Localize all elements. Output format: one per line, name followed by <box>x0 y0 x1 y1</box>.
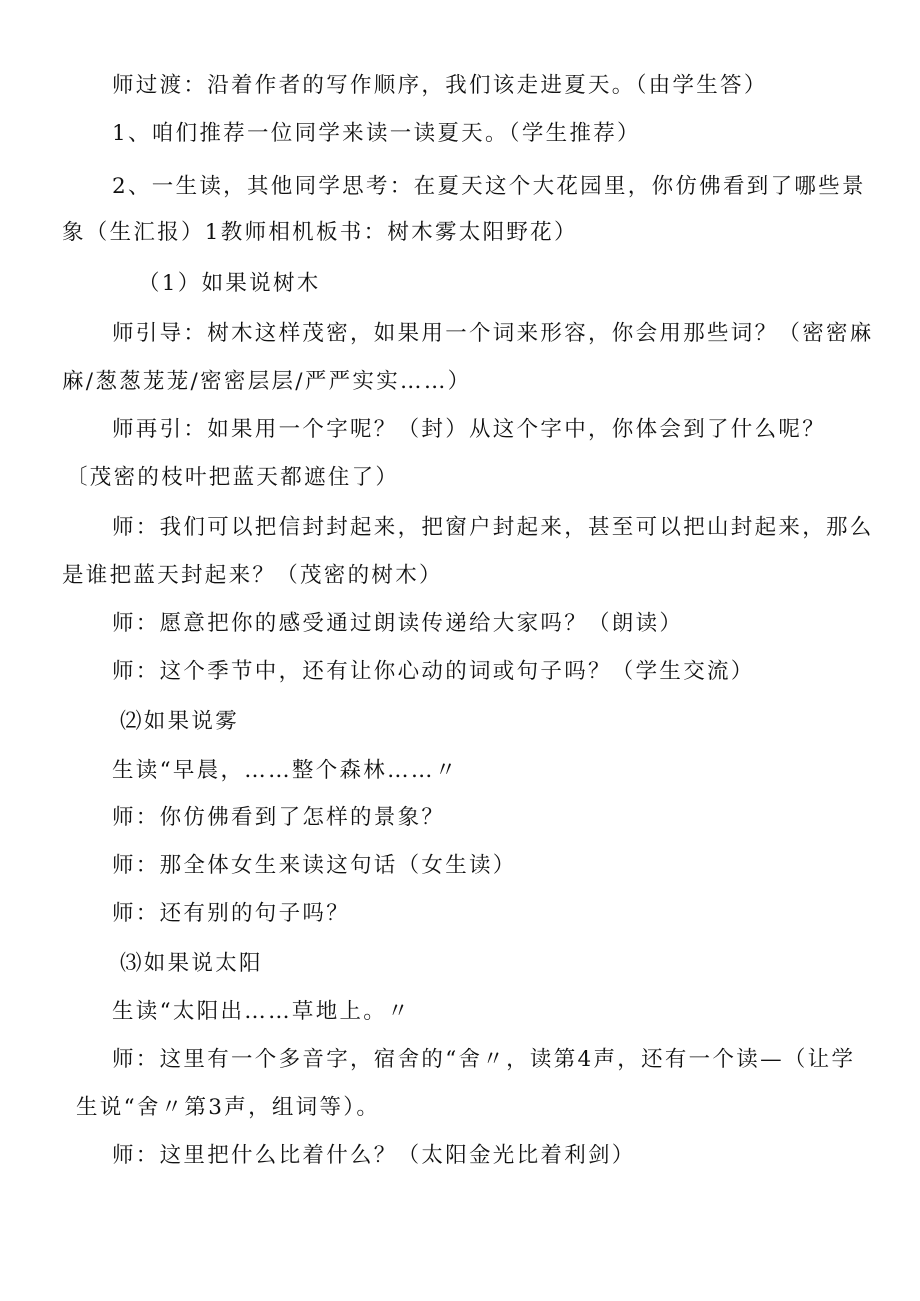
text-line: 师引导：树木这样茂密，如果用一个词来形容，你会用那些词？（密密麻 <box>112 321 874 346</box>
text-line: 师过渡：沿着作者的写作顺序，我们该走进夏天。（由学生答） <box>112 73 768 98</box>
text-line: 师再引：如果用一个字呢？（封）从这个字中，你体会到了什么呢？ <box>112 417 827 442</box>
text-line: ⑶如果说太阳 <box>120 951 263 976</box>
text-line: 象（生汇报）1教师相机板书：树木雾太阳野花） <box>62 220 578 245</box>
text-line: 师：这个季节中，还有让你心动的词或句子吗？（学生交流） <box>112 659 755 684</box>
text-line: 师：还有别的句子吗？ <box>112 901 351 926</box>
text-line: 师：这里有一个多音字，宿舍的“舍〃，读第4声，还有一个读—（让学 <box>112 1047 856 1072</box>
text-line: 生说“舍〃第3声，组词等）。 <box>76 1095 381 1120</box>
text-line: 师：这里把什么比着什么？（太阳金光比着利剑） <box>112 1143 636 1168</box>
text-line: 师：你仿佛看到了怎样的景象？ <box>112 805 446 830</box>
text-line: 是谁把蓝天封起来？（茂密的树木） <box>62 563 443 588</box>
text-line: 师：我们可以把信封封起来，把窗户封起来，甚至可以把山封起来，那么 <box>112 515 874 540</box>
text-line: 1、咱们推荐一位同学来读一读夏天。（学生推荐） <box>112 121 641 146</box>
text-line: 〔茂密的枝叶把蓝天都遮住了） <box>66 465 400 490</box>
text-line: 麻/葱葱茏茏/密密层层/严严实实……） <box>62 369 472 394</box>
text-line: ⑵如果说雾 <box>120 709 240 734</box>
text-line: 师：愿意把你的感受通过朗读传递给大家吗？（朗读） <box>112 611 684 636</box>
text-line: 生读“早晨，……整个森林……〃 <box>112 758 459 783</box>
text-line: 2、一生读，其他同学思考：在夏天这个大花园里，你仿佛看到了哪些景 <box>112 174 866 199</box>
text-line: 师：那全体女生来读这句话（女生读） <box>112 853 517 878</box>
text-line: （1）如果说树木 <box>138 271 321 296</box>
text-line: 生读“太阳出……草地上。〃 <box>112 999 411 1024</box>
